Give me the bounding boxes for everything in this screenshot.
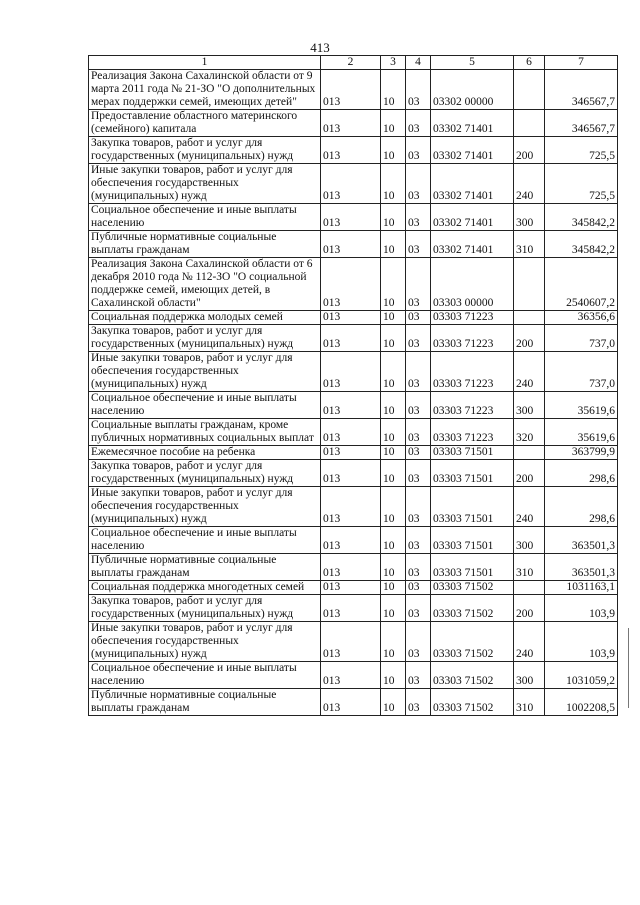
table-row [89,137,618,164]
cell-col-7: 346567,7 [545,110,618,137]
cell-col-6: 200 [514,595,545,622]
cell-col-7: 103,9 [545,622,618,662]
cell-col-5: 03302 00000 [431,70,514,110]
cell-col-6: 300 [514,662,545,689]
header-col-6: 6 [514,56,545,70]
cell-col-2: 013 [321,137,381,164]
cell-col-5: 03302 71401 [431,137,514,164]
cell-col-4: 03 [406,70,431,110]
cell-name: Социальное обеспечение и иные выплаты населению [89,392,321,419]
scan-mark [628,628,629,708]
cell-col-4: 03 [406,258,431,311]
cell-col-7: 35619,6 [545,392,618,419]
cell-col-4: 03 [406,527,431,554]
cell-col-7: 35619,6 [545,419,618,446]
cell-col-4: 03 [406,662,431,689]
cell-col-2: 013 [321,419,381,446]
cell-col-5: 03303 71501 [431,487,514,527]
cell-col-4: 03 [406,231,431,258]
cell-col-3: 10 [381,392,406,419]
cell-col-4: 03 [406,460,431,487]
cell-col-2: 013 [321,325,381,352]
cell-col-4: 03 [406,325,431,352]
cell-col-5: 03303 00000 [431,258,514,311]
table-row [89,460,618,487]
cell-col-2: 013 [321,231,381,258]
cell-col-5: 03303 71502 [431,689,514,716]
cell-col-5: 03302 71401 [431,231,514,258]
cell-name: Социальное обеспечение и иные выплаты населению [89,527,321,554]
table-row [89,595,618,622]
cell-col-4: 03 [406,419,431,446]
cell-col-4: 03 [406,689,431,716]
cell-col-6 [514,70,545,110]
cell-col-6: 300 [514,392,545,419]
cell-col-2: 013 [321,258,381,311]
cell-col-6: 200 [514,460,545,487]
cell-name: Иные закупки товаров, работ и услуг для обеспечения государственных (муниципальных) нужд [89,487,321,527]
cell-col-4: 03 [406,392,431,419]
cell-col-5: 03303 71223 [431,311,514,325]
cell-col-6: 240 [514,487,545,527]
cell-col-6 [514,311,545,325]
cell-col-3: 10 [381,487,406,527]
table-row [89,419,618,446]
cell-col-3: 10 [381,662,406,689]
cell-col-5: 03302 71401 [431,204,514,231]
table-row [89,554,618,581]
cell-col-7: 346567,7 [545,70,618,110]
cell-col-6: 310 [514,689,545,716]
cell-col-6 [514,446,545,460]
cell-col-2: 013 [321,622,381,662]
cell-name: Иные закупки товаров, работ и услуг для обеспечения государственных (муниципальных) нужд [89,164,321,204]
table-row [89,231,618,258]
cell-col-3: 10 [381,581,406,595]
table-row [89,325,618,352]
cell-col-7: 2540607,2 [545,258,618,311]
cell-col-7: 725,5 [545,164,618,204]
header-col-7: 7 [545,56,618,70]
cell-col-3: 10 [381,595,406,622]
cell-col-2: 013 [321,311,381,325]
cell-col-4: 03 [406,581,431,595]
table-row [89,581,618,595]
table-row [89,110,618,137]
cell-name: Закупка товаров, работ и услуг для государственных (муниципальных) нужд [89,325,321,352]
cell-col-2: 013 [321,460,381,487]
table-row [89,258,618,311]
cell-col-2: 013 [321,554,381,581]
budget-table [88,55,618,716]
cell-col-2: 013 [321,164,381,204]
cell-col-3: 10 [381,311,406,325]
header-col-3: 3 [381,56,406,70]
cell-col-5: 03303 71501 [431,554,514,581]
cell-col-5: 03303 71502 [431,662,514,689]
cell-col-2: 013 [321,70,381,110]
cell-col-4: 03 [406,446,431,460]
cell-col-2: 013 [321,595,381,622]
cell-col-6: 200 [514,137,545,164]
cell-col-5: 03303 71502 [431,595,514,622]
table-row [89,204,618,231]
cell-col-7: 1031059,2 [545,662,618,689]
cell-name: Иные закупки товаров, работ и услуг для обеспечения государственных (муниципальных) нужд [89,622,321,662]
cell-col-6: 240 [514,352,545,392]
cell-col-5: 03303 71501 [431,460,514,487]
cell-name: Социальное обеспечение и иные выплаты населению [89,662,321,689]
cell-col-6 [514,581,545,595]
cell-col-3: 10 [381,352,406,392]
cell-col-3: 10 [381,460,406,487]
cell-col-5: 03303 71502 [431,581,514,595]
cell-col-3: 10 [381,70,406,110]
cell-col-4: 03 [406,554,431,581]
cell-name: Публичные нормативные социальные выплаты гражданам [89,231,321,258]
table-row [89,689,618,716]
cell-col-2: 013 [321,446,381,460]
cell-col-3: 10 [381,622,406,662]
cell-col-2: 013 [321,527,381,554]
table-row [89,70,618,110]
cell-name: Социальная поддержка молодых семей [89,311,321,325]
table-row [89,164,618,204]
cell-name: Закупка товаров, работ и услуг для государственных (муниципальных) нужд [89,460,321,487]
cell-col-6: 320 [514,419,545,446]
cell-col-6: 240 [514,164,545,204]
cell-col-2: 013 [321,352,381,392]
cell-col-3: 10 [381,204,406,231]
table-row [89,662,618,689]
cell-col-3: 10 [381,258,406,311]
cell-col-3: 10 [381,110,406,137]
cell-col-5: 03303 71501 [431,527,514,554]
cell-name: Реализация Закона Сахалинской области от 9 марта 2011 года № 21-ЗО "О дополнительных мерах поддержки семей, имеющих детей" [89,70,321,110]
cell-col-5: 03303 71223 [431,419,514,446]
cell-name: Социальное обеспечение и иные выплаты населению [89,204,321,231]
cell-col-3: 10 [381,137,406,164]
cell-col-3: 10 [381,689,406,716]
cell-col-6 [514,110,545,137]
cell-name: Реализация Закона Сахалинской области от 6 декабря 2010 года № 112-ЗО "О социальной поддержке семей, имеющих детей, в Сахалинской области" [89,258,321,311]
table-header-row [89,56,618,70]
cell-col-5: 03303 71502 [431,622,514,662]
cell-col-4: 03 [406,622,431,662]
cell-col-6 [514,258,545,311]
cell-col-7: 1031163,1 [545,581,618,595]
cell-col-4: 03 [406,595,431,622]
cell-col-5: 03303 71501 [431,446,514,460]
cell-name: Закупка товаров, работ и услуг для государственных (муниципальных) нужд [89,595,321,622]
cell-col-6: 200 [514,325,545,352]
table-row [89,487,618,527]
cell-name: Предоставление областного материнского (семейного) капитала [89,110,321,137]
cell-col-2: 013 [321,392,381,419]
cell-col-2: 013 [321,581,381,595]
cell-col-5: 03303 71223 [431,352,514,392]
cell-col-7: 1002208,5 [545,689,618,716]
cell-col-7: 737,0 [545,325,618,352]
cell-col-5: 03302 71401 [431,164,514,204]
cell-col-3: 10 [381,527,406,554]
table-row [89,392,618,419]
cell-name: Иные закупки товаров, работ и услуг для обеспечения государственных (муниципальных) нужд [89,352,321,392]
cell-col-7: 298,6 [545,487,618,527]
cell-col-4: 03 [406,311,431,325]
table-row [89,311,618,325]
table-row [89,527,618,554]
header-col-2: 2 [321,56,381,70]
cell-name: Закупка товаров, работ и услуг для государственных (муниципальных) нужд [89,137,321,164]
cell-col-3: 10 [381,231,406,258]
cell-col-6: 240 [514,622,545,662]
page-number: 413 [310,40,330,55]
cell-col-2: 013 [321,487,381,527]
cell-col-4: 03 [406,352,431,392]
cell-col-3: 10 [381,164,406,204]
cell-col-3: 10 [381,325,406,352]
cell-col-3: 10 [381,419,406,446]
cell-col-7: 737,0 [545,352,618,392]
cell-col-4: 03 [406,110,431,137]
cell-col-7: 363501,3 [545,554,618,581]
table-row [89,622,618,662]
cell-col-4: 03 [406,204,431,231]
cell-col-7: 103,9 [545,595,618,622]
cell-col-6: 310 [514,554,545,581]
cell-col-7: 363799,9 [545,446,618,460]
header-col-5: 5 [431,56,514,70]
cell-col-3: 10 [381,446,406,460]
cell-col-4: 03 [406,164,431,204]
table-row [89,446,618,460]
cell-col-4: 03 [406,487,431,527]
header-col-4: 4 [406,56,431,70]
cell-col-6: 300 [514,527,545,554]
cell-col-7: 345842,2 [545,231,618,258]
table-row [89,352,618,392]
cell-col-2: 013 [321,662,381,689]
cell-col-7: 363501,3 [545,527,618,554]
cell-name: Ежемесячное пособие на ребенка [89,446,321,460]
cell-col-7: 725,5 [545,137,618,164]
cell-col-7: 345842,2 [545,204,618,231]
cell-col-7: 36356,6 [545,311,618,325]
cell-name: Социальные выплаты гражданам, кроме публичных нормативных социальных выплат [89,419,321,446]
cell-name: Социальная поддержка многодетных семей [89,581,321,595]
cell-col-7: 298,6 [545,460,618,487]
header-col-1: 1 [89,56,321,70]
cell-col-2: 013 [321,204,381,231]
cell-col-6: 300 [514,204,545,231]
cell-col-3: 10 [381,554,406,581]
cell-col-6: 310 [514,231,545,258]
cell-col-2: 013 [321,110,381,137]
cell-name: Публичные нормативные социальные выплаты гражданам [89,689,321,716]
cell-col-2: 013 [321,689,381,716]
cell-col-4: 03 [406,137,431,164]
cell-col-5: 03302 71401 [431,110,514,137]
cell-col-5: 03303 71223 [431,325,514,352]
table-body [89,70,618,716]
cell-col-5: 03303 71223 [431,392,514,419]
cell-name: Публичные нормативные социальные выплаты гражданам [89,554,321,581]
